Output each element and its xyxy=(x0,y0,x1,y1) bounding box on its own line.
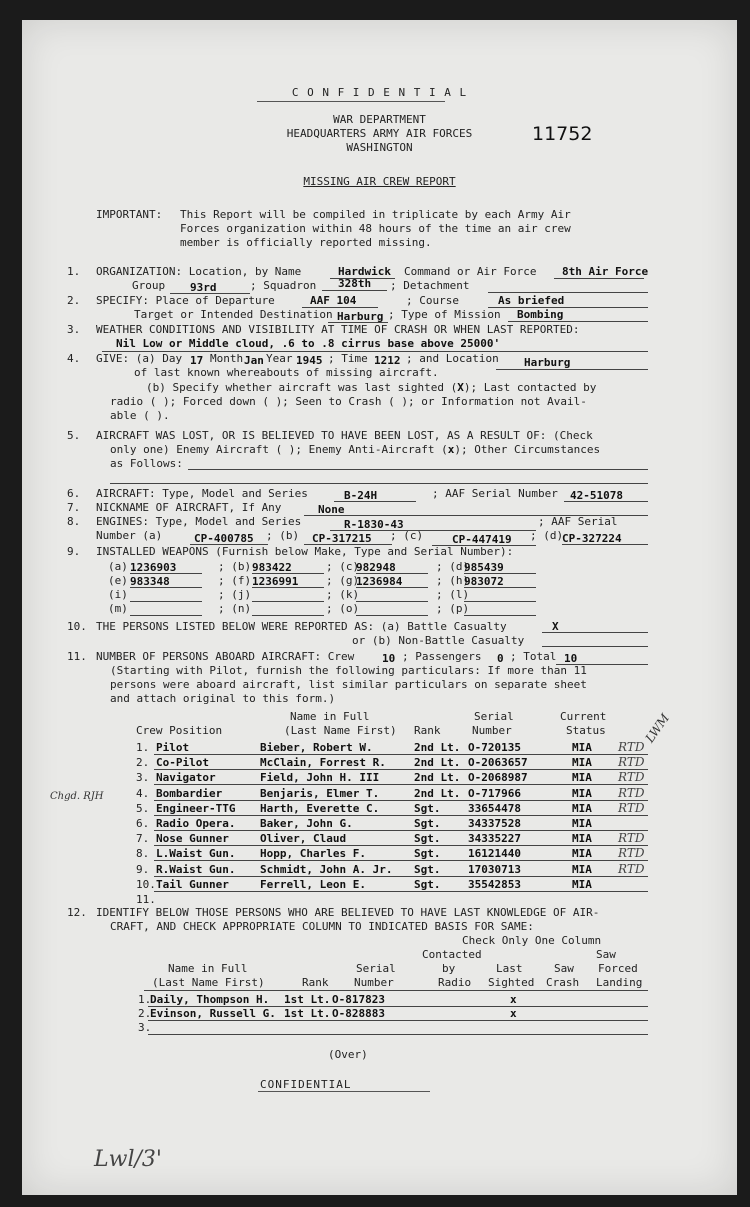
crew-position: Bombardier xyxy=(156,786,223,800)
engine-a-value: CP-400785 xyxy=(194,532,254,545)
col-radio-1: Contacted xyxy=(422,948,482,961)
check-column-header: Check Only One Column xyxy=(462,934,602,947)
crew-name: Bieber, Robert W. xyxy=(260,741,373,754)
col-landing-3: Landing xyxy=(596,976,643,989)
mission-label: ; Type of Mission xyxy=(388,308,501,321)
crew-rank: 2nd Lt. xyxy=(414,756,461,770)
squadron-value: 328th xyxy=(338,277,372,290)
crew-name: Field, John H. III xyxy=(260,771,380,785)
nickname-value: None xyxy=(318,503,345,516)
col-crash-2: Crash xyxy=(546,976,580,989)
total-label: ; Total xyxy=(510,650,557,663)
crew-status: MIA xyxy=(572,832,592,846)
confidential-heading: C O N F I D E N T I A L xyxy=(291,86,468,99)
section-7-number: 7. xyxy=(67,501,81,514)
engine-b-value: CP-317215 xyxy=(312,532,372,545)
crew-serial: 33654478 xyxy=(468,801,521,815)
engine-d-value: CP-327224 xyxy=(562,532,622,545)
over-note: (Over) xyxy=(328,1048,368,1061)
engine-c-value: CP-447419 xyxy=(452,533,512,546)
crew-row-number: 1. xyxy=(136,741,150,754)
sighted-text-a: (b) Specify whether aircraft was last sighted ( xyxy=(146,381,458,394)
crew-row-number: 4. xyxy=(136,786,150,800)
crew-name: Harth, Everette C. xyxy=(260,801,380,815)
persons-instructions-1: (Starting with Pilot, furnish the following particulars: If more than 11 xyxy=(110,664,587,677)
crew-position: Tail Gunner xyxy=(156,877,229,891)
crew-position: Nose Gunner xyxy=(156,832,229,846)
crash-location-value: Harburg xyxy=(524,356,571,369)
weapon-label: ; (f) xyxy=(218,574,252,587)
crew-row-number: 11. xyxy=(136,893,156,906)
crew-row-rule xyxy=(154,800,648,801)
crew-rank: Sgt. xyxy=(414,801,441,815)
crew-position: Pilot xyxy=(156,741,190,754)
crew-col-name-2: (Last Name First) xyxy=(284,724,397,737)
initials-note: LWM xyxy=(642,711,673,746)
crew-col-serial-1: Serial xyxy=(474,710,514,723)
total-value: 10 xyxy=(564,652,578,665)
crew-row-rule xyxy=(154,815,648,816)
crew-serial: 16121440 xyxy=(468,847,521,861)
weapon-label: ; (d) xyxy=(436,560,470,573)
squadron-label: ; Squadron xyxy=(250,279,317,292)
aircraft-serial-label: ; AAF Serial Number xyxy=(432,487,558,500)
group-label: Group xyxy=(132,279,166,292)
crew-row-number: 7. xyxy=(136,832,150,846)
crew-rank: Sgt. xyxy=(414,817,441,830)
crew-serial: 35542853 xyxy=(468,877,521,891)
engine-b-label: ; (b) xyxy=(266,529,300,542)
crew-row-rule xyxy=(154,876,648,877)
person-name: Daily, Thompson H. xyxy=(150,993,270,1006)
crew-row-number: 9. xyxy=(136,862,150,876)
whereabouts-text: of last known whereabouts of missing aircraft. xyxy=(134,366,439,379)
person-rank: 1st Lt. xyxy=(284,1007,331,1020)
crew-status: MIA xyxy=(572,741,592,754)
casualty-text-2: or (b) Non-Battle Casualty xyxy=(352,634,525,647)
section-4-number: 4. xyxy=(67,352,81,365)
section-6-number: 6. xyxy=(67,487,81,500)
crew-row-number: 10. xyxy=(136,877,156,891)
crew-row-number: 2. xyxy=(136,756,150,770)
target-label: Target or Intended Destination xyxy=(134,308,333,321)
report-title: MISSING AIR CREW REPORT xyxy=(303,175,456,188)
crew-status: MIA xyxy=(572,771,592,785)
weapon-serial: 1236984 xyxy=(356,575,403,588)
engines-label: ENGINES: Type, Model and Series xyxy=(96,515,302,528)
crew-status: MIA xyxy=(572,756,592,770)
col-landing-2: Forced xyxy=(598,962,638,975)
crew-rtd-note: RTD xyxy=(618,846,645,861)
crew-position: Engineer-TTG xyxy=(156,801,236,815)
crew-row-rule xyxy=(154,754,648,755)
knowledge-text-1: IDENTIFY BELOW THOSE PERSONS WHO ARE BELIEVED TO HAVE LAST KNOWLEDGE OF AIR- xyxy=(96,906,600,919)
person-serial: O-828883 xyxy=(332,1007,385,1020)
weather-label: WEATHER CONDITIONS AND VISIBILITY AT TIME OF CRASH OR WHEN LAST REPORTED: xyxy=(96,323,580,336)
crew-row-number: 5. xyxy=(136,801,150,815)
loss-cause-text-2a: only one) Enemy Aircraft ( ); Enemy Anti-Aircraft ( xyxy=(110,443,448,456)
person-row-rule xyxy=(148,1034,648,1035)
city-line: WASHINGTON xyxy=(346,141,413,154)
crew-row-rule xyxy=(154,891,648,892)
crew-col-status-1: Current xyxy=(560,710,607,723)
person-serial: O-817823 xyxy=(332,993,385,1006)
mission-value: Bombing xyxy=(517,308,564,321)
aircraft-serial-value: 42-51078 xyxy=(570,489,623,502)
crew-status: MIA xyxy=(572,817,592,830)
weapon-label: ; (n) xyxy=(218,602,252,615)
weapon-serial: 982948 xyxy=(356,561,396,574)
year-value: 1945 xyxy=(296,354,323,367)
important-text-1: This Report will be compiled in triplicate by each Army Air xyxy=(180,208,571,221)
time-value: 1212 xyxy=(374,354,401,367)
crew-position: Co-Pilot xyxy=(156,756,209,770)
section-5-number: 5. xyxy=(67,429,81,442)
weapon-serial: 1236991 xyxy=(252,575,299,588)
col-sighted-1: Last xyxy=(496,962,523,975)
engine-type-value: R-1830-43 xyxy=(344,518,404,531)
section-10-number: 10. xyxy=(67,620,87,633)
crew-serial: O-717966 xyxy=(468,786,521,800)
crew-position: L.Waist Gun. xyxy=(156,847,236,861)
weapon-label: ; (b) xyxy=(218,560,252,573)
available-text: able ( ). xyxy=(110,409,170,422)
casualty-text-1: THE PERSONS LISTED BELOW WERE REPORTED AS: (a) Battle Casualty xyxy=(96,620,507,633)
crew-name: Hopp, Charles F. xyxy=(260,847,366,861)
person-row-rule xyxy=(148,1020,648,1021)
battle-casualty-mark: X xyxy=(552,620,559,633)
crew-rtd-note: RTD xyxy=(618,831,645,846)
crew-rank: 2nd Lt. xyxy=(414,771,461,785)
weapon-label: ; (l) xyxy=(436,588,470,601)
nickname-label: NICKNAME OF AIRCRAFT, If Any xyxy=(96,501,282,514)
weapon-serial: 983348 xyxy=(130,575,170,588)
crew-row-number: 3. xyxy=(136,771,150,785)
crew-rtd-note: RTD xyxy=(618,861,645,876)
weapon-label: (e) xyxy=(108,574,128,587)
col-crash-1: Saw xyxy=(554,962,574,975)
weapons-label: INSTALLED WEAPONS (Furnish below Make, Type and Serial Number): xyxy=(96,545,514,558)
crew-serial: O-2068987 xyxy=(468,771,528,785)
person-col-serial-1: Serial xyxy=(356,962,396,975)
weapon-label: (m) xyxy=(108,602,128,615)
engine-c-label: ; (c) xyxy=(390,529,424,542)
crew-row-rule xyxy=(154,784,648,785)
persons-aboard-label: NUMBER OF PERSONS ABOARD AIRCRAFT: Crew xyxy=(96,650,355,663)
crew-name: Schmidt, John A. Jr. xyxy=(260,862,393,876)
crew-status: MIA xyxy=(572,847,592,861)
group-value: 93rd xyxy=(190,281,217,294)
weapon-serial: 985439 xyxy=(464,561,504,574)
weapon-label: (i) xyxy=(108,588,128,601)
crew-count-value: 10 xyxy=(382,652,396,665)
weapon-serial: 983422 xyxy=(252,561,292,574)
section-1-number: 1. xyxy=(67,265,81,278)
section-8-number: 8. xyxy=(67,515,81,528)
weapon-label: ; (p) xyxy=(436,602,470,615)
crew-rank: Sgt. xyxy=(414,832,441,846)
day-value: 17 xyxy=(190,354,204,367)
crew-name: McClain, Forrest R. xyxy=(260,756,386,770)
crew-col-rank: Rank xyxy=(414,724,441,737)
year-label: Year xyxy=(266,352,293,365)
person-row-number: 2. xyxy=(138,1007,152,1020)
crew-rtd-note: RTD xyxy=(618,755,645,770)
knowledge-text-2: CRAFT, AND CHECK APPROPRIATE COLUMN TO INDICATED BASIS FOR SAME: xyxy=(110,920,534,933)
crew-rtd-note: RTD xyxy=(618,785,645,800)
anti-aircraft-mark: x xyxy=(447,443,455,456)
person-row-number: 1. xyxy=(138,993,152,1006)
crew-row-rule xyxy=(154,860,648,861)
specify-label: SPECIFY: Place of Departure xyxy=(96,294,275,307)
weapon-label: ; (c) xyxy=(326,560,360,573)
crew-rtd-note: RTD xyxy=(618,800,645,815)
command-value: 8th Air Force xyxy=(562,265,649,278)
weapon-label: (a) xyxy=(108,560,128,573)
command-label: Command or Air Force xyxy=(404,265,537,278)
person-col-rank: Rank xyxy=(302,976,329,989)
person-row-number: 3. xyxy=(138,1021,152,1034)
loss-cause-text-2b: ); Other Circumstances xyxy=(454,443,601,456)
important-text-3: member is officially reported missing. xyxy=(180,236,432,249)
crew-serial: O-720135 xyxy=(468,741,521,754)
sighted-mark: X xyxy=(457,381,464,394)
persons-instructions-2: persons were aboard aircraft, list similar particulars on separate sheet xyxy=(110,678,587,691)
contact-options-text: radio ( ); Forced down ( ); Seen to Crash ( ); or Information not Avail- xyxy=(110,395,587,408)
location-label-4: ; and Location xyxy=(406,352,499,365)
crew-status: MIA xyxy=(572,877,592,891)
course-value: As briefed xyxy=(498,294,565,307)
crew-status: MIA xyxy=(572,862,592,876)
bottom-handwriting: Lwl/3' xyxy=(94,1147,162,1172)
crew-col-status-2: Status xyxy=(566,724,606,737)
time-label: ; Time xyxy=(328,352,368,365)
crew-col-serial-2: Number xyxy=(472,724,512,737)
persons-instructions-3: and attach original to this form.) xyxy=(110,692,336,705)
crew-position: R.Waist Gun. xyxy=(156,862,236,876)
month-label: Month xyxy=(210,352,244,365)
person-name: Evinson, Russell G. xyxy=(150,1007,276,1020)
crew-name: Ferrell, Leon E. xyxy=(260,877,366,891)
section-12-number: 12. xyxy=(67,906,87,919)
crew-rank: Sgt. xyxy=(414,847,441,861)
other-circumstances-label: as Follows: xyxy=(110,457,183,470)
department-line: WAR DEPARTMENT xyxy=(333,113,426,126)
person-sighted-mark: x xyxy=(510,993,517,1006)
weapon-serial: 1236903 xyxy=(130,561,177,574)
departure-value: AAF 104 xyxy=(310,294,357,307)
crew-row-rule xyxy=(154,830,648,831)
report-number: 11752 xyxy=(532,123,593,145)
weapon-label: ; (o) xyxy=(326,602,360,615)
weapon-label: ; (h) xyxy=(436,574,470,587)
crew-name: Oliver, Claud xyxy=(260,832,347,846)
crew-position: Navigator xyxy=(156,771,216,785)
crew-row-number: 8. xyxy=(136,847,150,861)
passengers-value: 0 xyxy=(497,652,504,665)
important-label: IMPORTANT: xyxy=(96,208,163,221)
engine-d-label: ; (d) xyxy=(530,529,564,542)
crew-status: MIA xyxy=(572,786,592,800)
crew-col-position: Crew Position xyxy=(136,724,223,737)
headquarters-line: HEADQUARTERS ARMY AIR FORCES xyxy=(286,127,473,140)
crew-position: Radio Opera. xyxy=(156,817,236,830)
target-value: Harburg xyxy=(337,310,384,323)
crew-rank: 2nd Lt. xyxy=(414,741,461,754)
loss-cause-text-1: AIRCRAFT WAS LOST, OR IS BELIEVED TO HAVE BEEN LOST, AS A RESULT OF: (Check xyxy=(96,429,593,442)
passengers-label: ; Passengers xyxy=(402,650,482,663)
person-sighted-mark: x xyxy=(510,1007,517,1020)
detachment-label: ; Detachment xyxy=(390,279,470,292)
col-radio-2: by xyxy=(442,962,456,975)
crew-name: Benjaris, Elmer T. xyxy=(260,786,380,800)
crew-row-rule xyxy=(154,845,648,846)
course-label: ; Course xyxy=(406,294,459,307)
organization-label: ORGANIZATION: Location, by Name xyxy=(96,265,302,278)
col-radio-3: Radio xyxy=(438,976,472,989)
location-value: Hardwick xyxy=(338,265,391,278)
crew-status: MIA xyxy=(572,801,592,815)
weapon-serial: 983072 xyxy=(464,575,504,588)
crew-serial: O-2063657 xyxy=(468,756,528,770)
person-rank: 1st Lt. xyxy=(284,993,331,1006)
crew-serial: 34337528 xyxy=(468,817,521,830)
aircraft-type-value: B-24H xyxy=(344,489,378,502)
crew-rank: Sgt. xyxy=(414,877,441,891)
crew-rtd-note: RTD xyxy=(618,770,645,785)
col-sighted-2: Sighted xyxy=(488,976,535,989)
important-text-2: Forces organization within 48 hours of the time an air crew xyxy=(180,222,571,235)
document-page xyxy=(22,20,737,1195)
section-11-number: 11. xyxy=(67,650,87,663)
weapon-label: ; (j) xyxy=(218,588,252,601)
give-label: GIVE: (a) Day xyxy=(96,352,183,365)
section-3-number: 3. xyxy=(67,323,81,336)
crew-serial: 17030713 xyxy=(468,862,521,876)
crew-row-rule xyxy=(154,769,648,770)
crew-name: Baker, John G. xyxy=(260,817,353,830)
crew-rtd-note: RTD xyxy=(618,740,645,754)
section-2-number: 2. xyxy=(67,294,81,307)
weapon-label: ; (g) xyxy=(326,574,360,587)
margin-note: Chgd. RJH xyxy=(50,791,104,802)
confidential-footer: CONFIDENTIAL xyxy=(260,1078,352,1091)
crew-serial: 34335227 xyxy=(468,832,521,846)
section-9-number: 9. xyxy=(67,545,81,558)
col-landing-1: Saw xyxy=(596,948,616,961)
sighted-text-b: ); Last contacted by xyxy=(463,381,597,394)
weather-value: Nil Low or Middle cloud, .6 to .8 cirrus base above 25000' xyxy=(116,337,501,350)
engine-serial-label: ; AAF Serial xyxy=(538,515,618,528)
person-col-serial-2: Number xyxy=(354,976,394,989)
aircraft-label: AIRCRAFT: Type, Model and Series xyxy=(96,487,308,500)
crew-rank: 2nd Lt. xyxy=(414,786,461,800)
person-col-name-2: (Last Name First) xyxy=(152,976,265,989)
person-col-name-1: Name in Full xyxy=(168,962,248,975)
crew-rank: Sgt. xyxy=(414,862,441,876)
crew-row-number: 6. xyxy=(136,817,150,830)
month-value: Jan xyxy=(244,354,264,367)
weapon-label: ; (k) xyxy=(326,588,360,601)
crew-col-name-1: Name in Full xyxy=(290,710,370,723)
engine-number-label: Number (a) xyxy=(96,529,163,542)
